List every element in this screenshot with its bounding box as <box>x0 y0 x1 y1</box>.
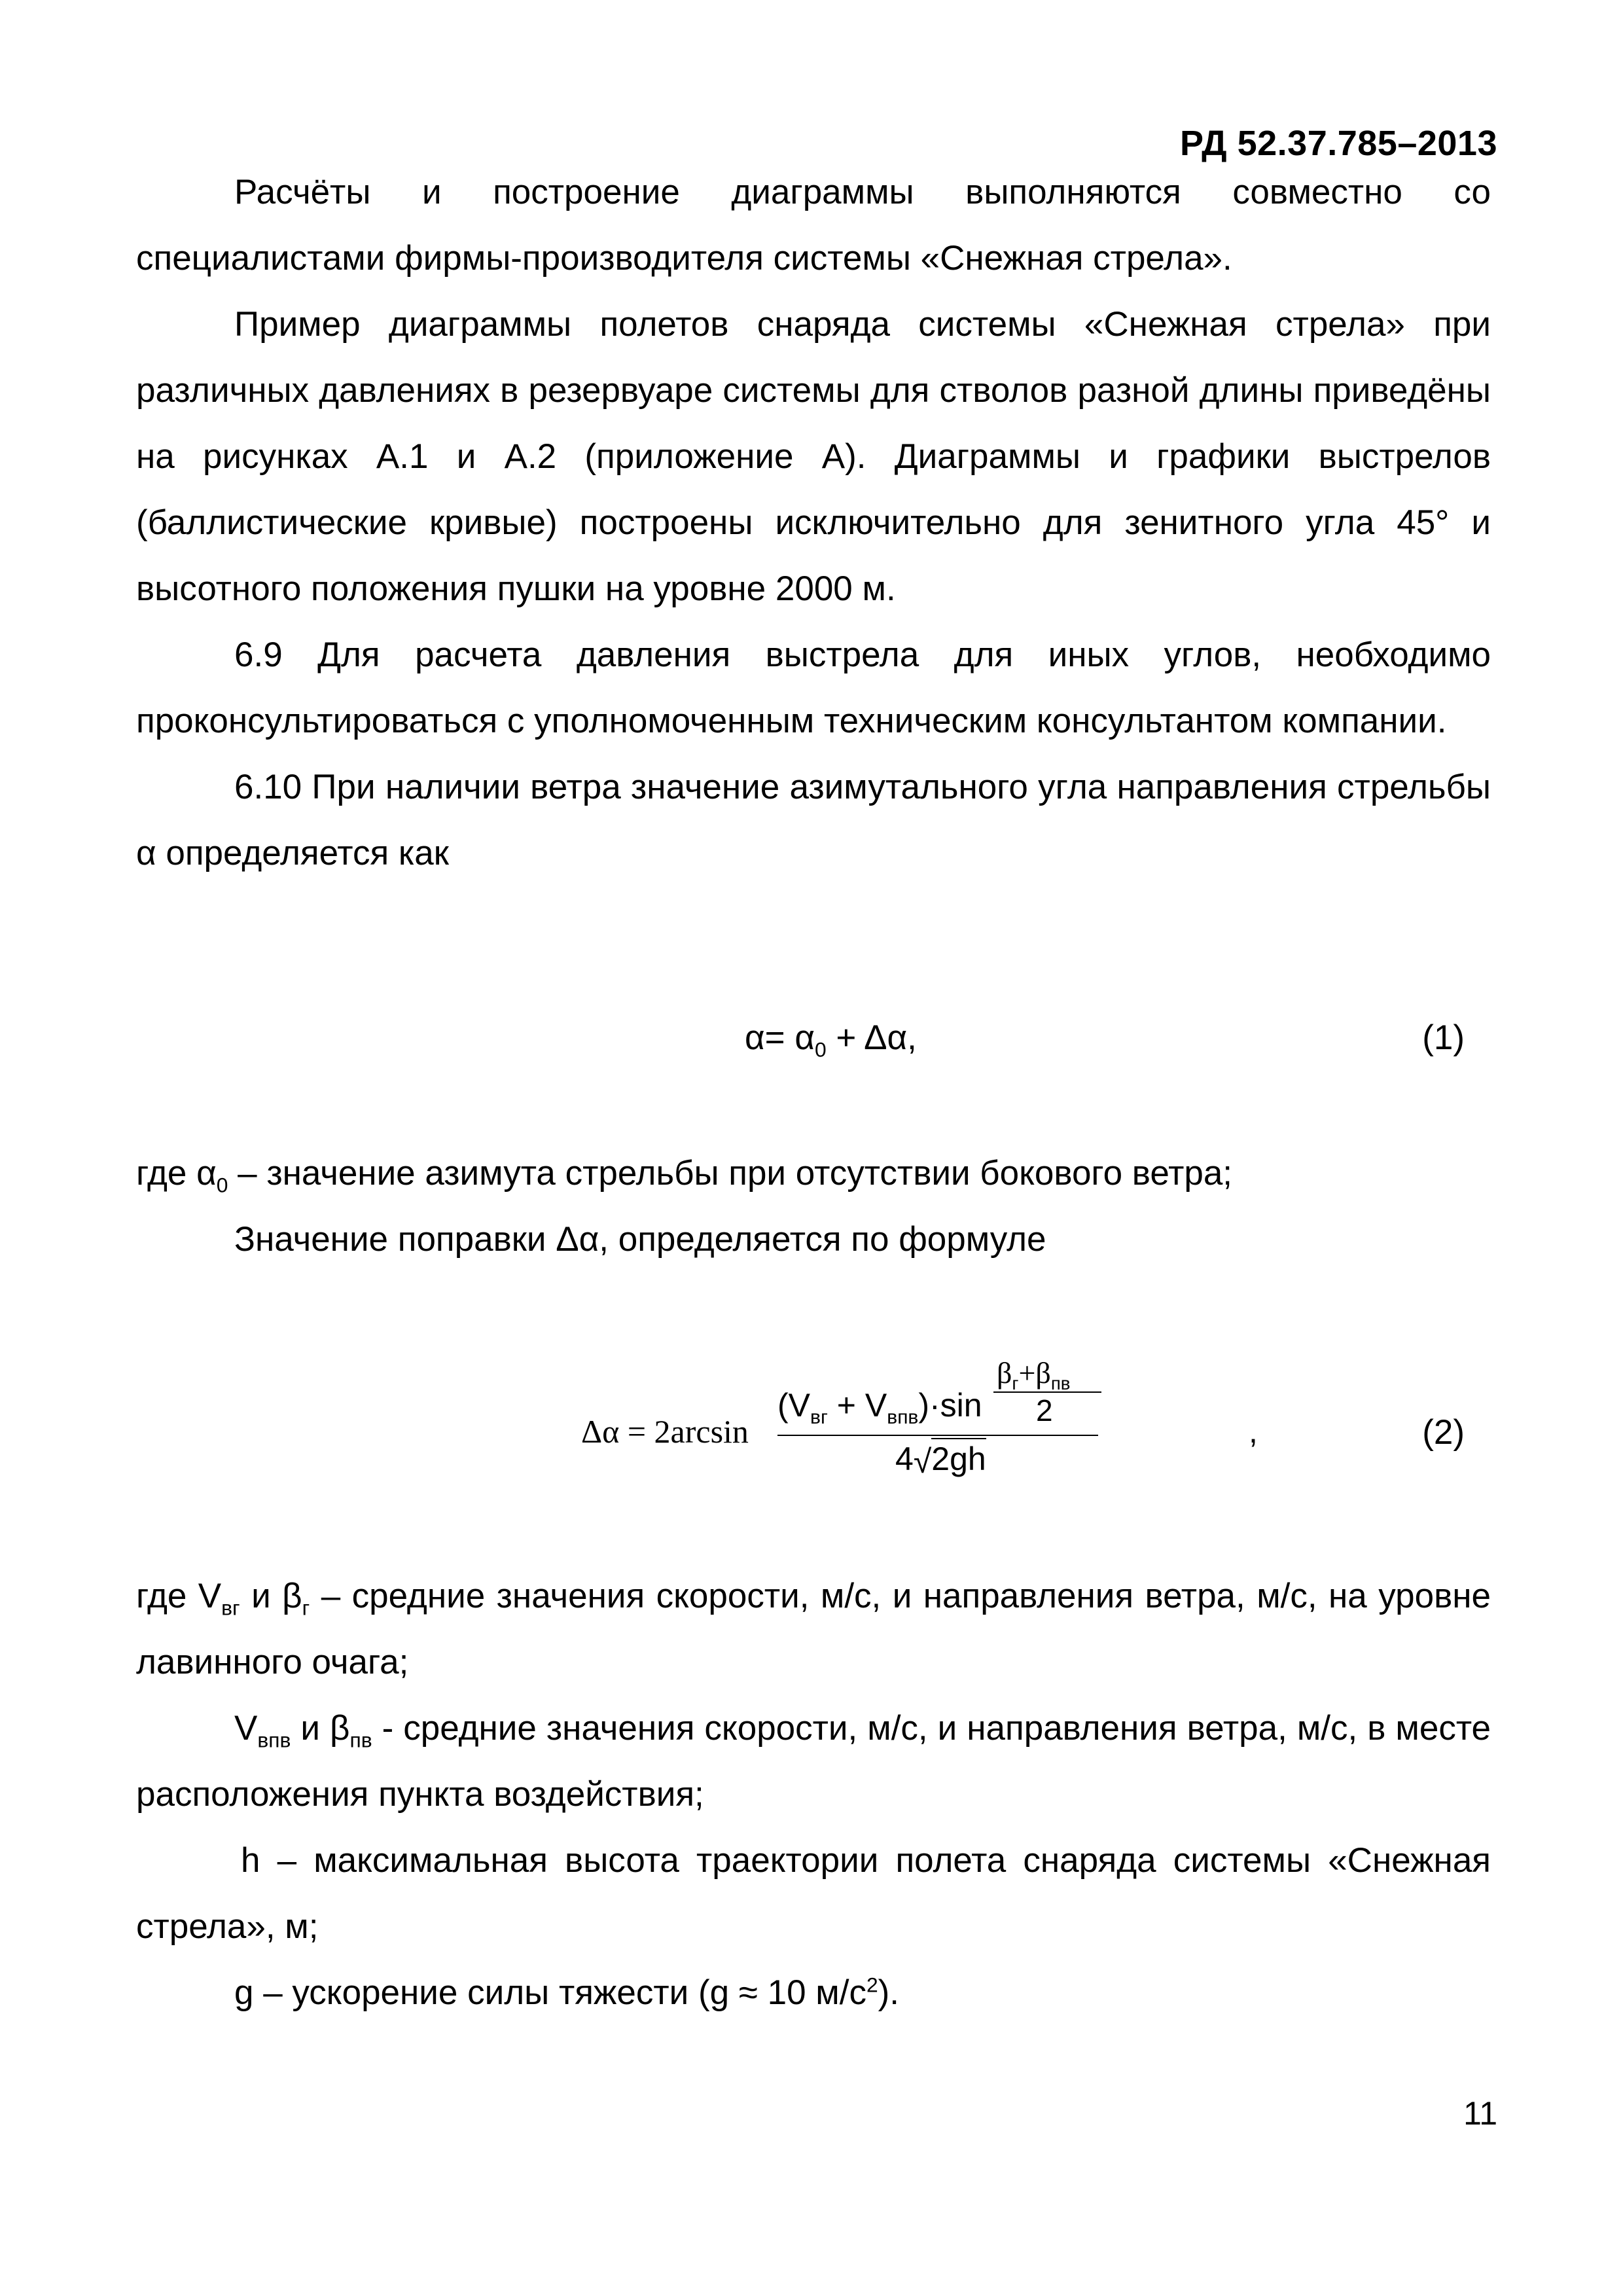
document-code: РД 52.37.785–2013 <box>1180 124 1497 163</box>
paragraph-diagram-example: Пример диаграммы полетов снаряда системы «Снежная стрела» при различных давлениях в резервуаре системы для стволов разной длины приведёны на рисунках А.1 и А.2 (приложение А). Диаграммы и графики выстрелов (баллистические кривые) построены исключительно для зенитного угла 45° и высотного положения пушки на уровне 2000 м. <box>136 305 1491 608</box>
paragraph-h-definition: h – максимальная высота траектории полета снаряда системы «Снежная стрела», м; <box>136 1841 1491 1946</box>
paragraph-vpv-definition: $V_{впв}$ и $\beta_{пв}$ - средние значения скорости, м/с, и направления ветра, м/с, в месте расположения пункта воздействия; <box>136 1709 1491 1814</box>
paragraph-correction-intro: Значение поправки Δα, определяется по формуле <box>234 1220 1046 1259</box>
text-section-top <box>136 159 1491 886</box>
inner-denominator: 2 <box>1036 1393 1053 1427</box>
formula-2-numerator: $(V_{вг} + V_{впв})\cdot\sin$ <box>777 1387 982 1428</box>
page-number: 11 <box>1463 2095 1497 2132</box>
formula-1-number: (1) <box>1422 1018 1465 1057</box>
paragraph-alpha0-definition: где $\alpha_0$ – значение азимута стрельбы при отсутствии бокового ветра; <box>136 1154 1233 1197</box>
sqrt-icon: √ <box>913 1443 932 1480</box>
text-section-middle <box>136 1140 1491 1272</box>
formula-2-inner-fraction <box>993 1355 1101 1427</box>
text-section-bottom <box>136 1563 1491 2026</box>
formula-1 <box>136 1018 1491 1070</box>
paragraph-6-9: 6.9 Для расчета давления выстрела для иных углов, необходимо проконсультироваться с уполномоченным техническим консультантом компании. <box>136 636 1491 740</box>
formula-2-fraction-line <box>777 1435 1098 1436</box>
paragraph-vg-definition: где $V_{вг}$ и $\beta_г$ – средние значения скорости, м/с, и направления ветра, м/с, на уровне лавинного очага; <box>136 1577 1491 1681</box>
formula-2-number: (2) <box>1422 1413 1465 1452</box>
formula-2-comma: , <box>1249 1413 1258 1450</box>
formula-2-expression <box>581 1342 1301 1505</box>
formula-2 <box>136 1342 1491 1505</box>
formula-2-lhs: Δα = 2arcsin <box>581 1413 749 1450</box>
paragraph-6-10: 6.10 При наличии ветра значение азимутального угла направления стрельбы α определяется как <box>136 768 1491 872</box>
inner-numerator: $\beta_г+\beta_{пв}$ <box>997 1356 1071 1394</box>
formula-2-denominator: 4√2gh <box>895 1440 986 1478</box>
formula-1-expression: $\alpha= \alpha_0 + \Delta\alpha$, <box>745 1018 917 1062</box>
formula-2-fraction <box>777 1355 1098 1505</box>
paragraph-g-definition: g – ускорение силы тяжести (g ≈ 10 $м/с^2$). <box>234 1973 900 2012</box>
paragraph-calculations: Расчёты и построение диаграммы выполняются совместно со специалистами фирмы-производителя системы «Снежная стрела». <box>136 173 1491 278</box>
